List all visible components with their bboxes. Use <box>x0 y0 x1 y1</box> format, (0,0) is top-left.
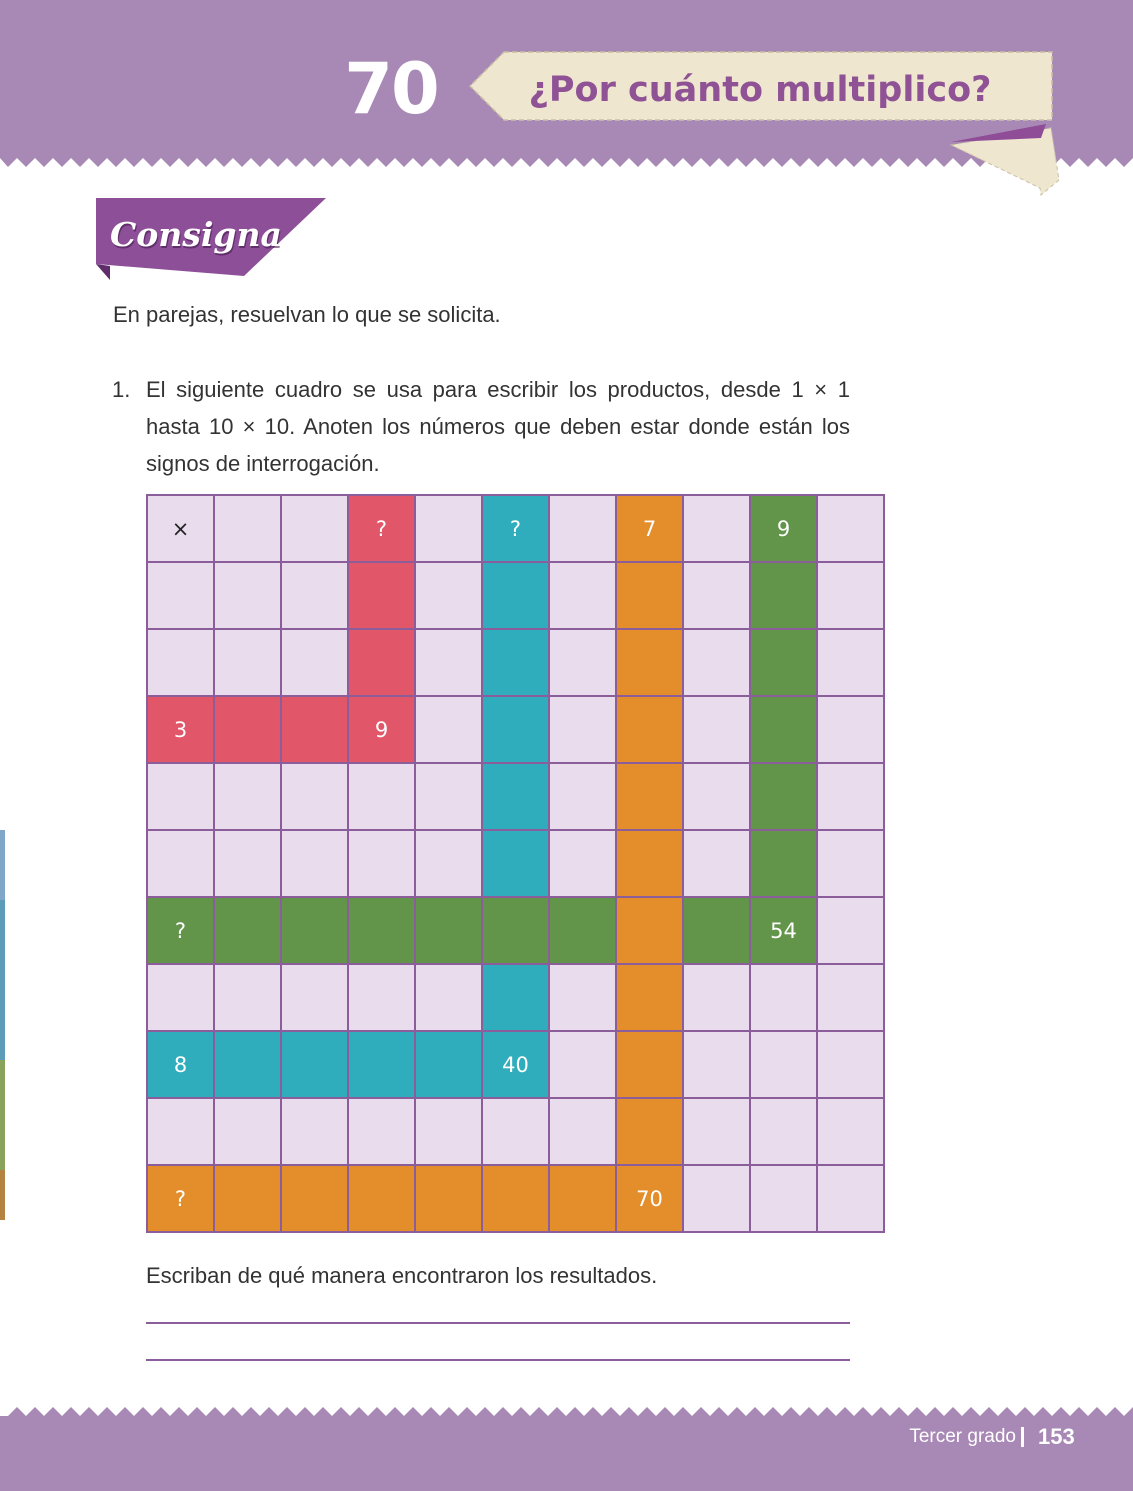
section-label: Consigna <box>110 215 282 254</box>
table-cell <box>281 629 348 696</box>
table-cell <box>482 1165 549 1232</box>
table-cell <box>482 964 549 1031</box>
table-cell <box>348 1031 415 1098</box>
table-cell <box>147 629 214 696</box>
table-cell <box>750 1098 817 1165</box>
table-cell <box>616 897 683 964</box>
table-cell <box>214 1165 281 1232</box>
table-cell <box>750 830 817 897</box>
table-cell <box>415 1031 482 1098</box>
exercise-number: 1. <box>112 377 131 402</box>
table-cell <box>214 1031 281 1098</box>
table-cell <box>549 964 616 1031</box>
table-cell <box>549 696 616 763</box>
table-cell <box>817 696 884 763</box>
table-cell <box>147 964 214 1031</box>
table-cell: 7 <box>616 495 683 562</box>
table-cell <box>750 763 817 830</box>
table-cell <box>482 562 549 629</box>
table-cell <box>683 696 750 763</box>
table-cell: 9 <box>348 696 415 763</box>
table-cell <box>549 763 616 830</box>
table-cell <box>415 1165 482 1232</box>
table-cell <box>817 830 884 897</box>
table-cell <box>281 696 348 763</box>
question-text: Escriban de qué manera encontraron los resultados. <box>146 1263 658 1288</box>
table-cell[interactable]: ? <box>147 1165 214 1232</box>
table-row <box>147 964 884 1031</box>
table-row <box>147 763 884 830</box>
table-row <box>147 1098 884 1165</box>
table-cell[interactable]: ? <box>482 495 549 562</box>
page-edge-strip <box>0 1170 5 1220</box>
table-cell <box>214 696 281 763</box>
table-cell <box>616 696 683 763</box>
footer-separator <box>1021 1427 1024 1447</box>
table-cell <box>147 1098 214 1165</box>
exercise-text: El siguiente cuadro se usa para escribir los productos, desde 1 × 1 hasta 10 × 10. Anoten los números que deben estar donde están los signos de interrogación. <box>146 377 850 476</box>
table-cell <box>348 763 415 830</box>
table-cell <box>683 1031 750 1098</box>
answer-line[interactable] <box>146 1322 850 1324</box>
table-cell <box>549 1031 616 1098</box>
table-cell <box>147 562 214 629</box>
table-row <box>147 1165 884 1232</box>
table-cell <box>348 897 415 964</box>
table-cell <box>482 629 549 696</box>
table-cell <box>415 1098 482 1165</box>
page-edge-strip <box>0 900 5 1060</box>
table-cell <box>549 629 616 696</box>
table-cell <box>415 696 482 763</box>
table-cell <box>281 763 348 830</box>
footer-grade: Tercer grado <box>909 1426 1016 1447</box>
table-cell <box>214 562 281 629</box>
table-cell <box>482 897 549 964</box>
table-cell <box>750 696 817 763</box>
table-cell <box>415 495 482 562</box>
table-cell: 70 <box>616 1165 683 1232</box>
table-cell <box>281 897 348 964</box>
table-cell <box>549 562 616 629</box>
table-cell <box>817 763 884 830</box>
table-cell <box>147 763 214 830</box>
table-cell <box>214 1098 281 1165</box>
table-row <box>147 897 884 964</box>
table-cell <box>683 897 750 964</box>
table-cell <box>683 562 750 629</box>
table-cell <box>817 495 884 562</box>
table-cell <box>415 830 482 897</box>
table-cell <box>817 1098 884 1165</box>
table-cell <box>683 1098 750 1165</box>
table-row <box>147 1031 884 1098</box>
table-cell <box>750 964 817 1031</box>
table-cell <box>683 830 750 897</box>
lesson-number: 70 <box>344 48 438 130</box>
table-cell <box>616 562 683 629</box>
table-cell <box>549 495 616 562</box>
table-cell <box>482 763 549 830</box>
table-cell <box>281 1165 348 1232</box>
table-cell <box>750 1165 817 1232</box>
table-cell <box>549 830 616 897</box>
table-cell <box>817 562 884 629</box>
table-cell <box>817 1031 884 1098</box>
table-cell <box>683 763 750 830</box>
instruction-text: En parejas, resuelvan lo que se solicita. <box>113 302 501 327</box>
table-cell <box>348 562 415 629</box>
table-cell <box>549 1165 616 1232</box>
table-cell: 54 <box>750 897 817 964</box>
table-cell <box>348 830 415 897</box>
table-cell <box>415 964 482 1031</box>
table-cell <box>616 763 683 830</box>
table-cell <box>817 897 884 964</box>
table-cell <box>482 830 549 897</box>
table-cell <box>348 964 415 1031</box>
table-cell[interactable]: ? <box>147 897 214 964</box>
table-cell <box>482 696 549 763</box>
table-cell <box>817 1165 884 1232</box>
table-row <box>147 562 884 629</box>
table-cell <box>214 830 281 897</box>
table-cell <box>616 1031 683 1098</box>
multiplication-table <box>146 494 885 1233</box>
table-cell: 40 <box>482 1031 549 1098</box>
table-cell <box>415 763 482 830</box>
table-cell <box>683 964 750 1031</box>
table-cell <box>415 897 482 964</box>
table-cell <box>817 629 884 696</box>
table-cell <box>214 495 281 562</box>
table-cell <box>147 830 214 897</box>
page-edge-strip <box>0 830 5 900</box>
table-cell <box>415 629 482 696</box>
table-cell <box>549 897 616 964</box>
table-row <box>147 830 884 897</box>
table-cell: 8 <box>147 1031 214 1098</box>
table-row <box>147 495 884 562</box>
table-cell <box>415 562 482 629</box>
table-cell <box>214 897 281 964</box>
table-cell: 9 <box>750 495 817 562</box>
table-cell <box>482 1098 549 1165</box>
table-cell <box>750 629 817 696</box>
table-row <box>147 629 884 696</box>
table-cell <box>616 964 683 1031</box>
table-cell: 3 <box>147 696 214 763</box>
table-cell <box>214 964 281 1031</box>
table-cell <box>348 1098 415 1165</box>
table-cell <box>616 830 683 897</box>
page-number: 153 <box>1038 1424 1075 1449</box>
table-cell[interactable]: ? <box>348 495 415 562</box>
answer-line[interactable] <box>146 1359 850 1361</box>
table-cell <box>817 964 884 1031</box>
table-cell <box>549 1098 616 1165</box>
table-cell <box>214 763 281 830</box>
table-cell <box>281 964 348 1031</box>
table-cell <box>750 562 817 629</box>
table-cell <box>683 495 750 562</box>
table-cell <box>281 1098 348 1165</box>
table-row <box>147 696 884 763</box>
table-cell <box>683 1165 750 1232</box>
table-cell <box>281 495 348 562</box>
table-cell <box>616 1098 683 1165</box>
table-cell <box>616 629 683 696</box>
table-cell: × <box>147 495 214 562</box>
table-cell <box>281 830 348 897</box>
table-cell <box>683 629 750 696</box>
table-cell <box>348 1165 415 1232</box>
table-cell <box>750 1031 817 1098</box>
table-cell <box>281 1031 348 1098</box>
table-cell <box>214 629 281 696</box>
lesson-title: ¿Por cuánto multiplico? <box>528 70 992 110</box>
table-cell <box>348 629 415 696</box>
page-edge-strip <box>0 1060 5 1170</box>
table-cell <box>281 562 348 629</box>
